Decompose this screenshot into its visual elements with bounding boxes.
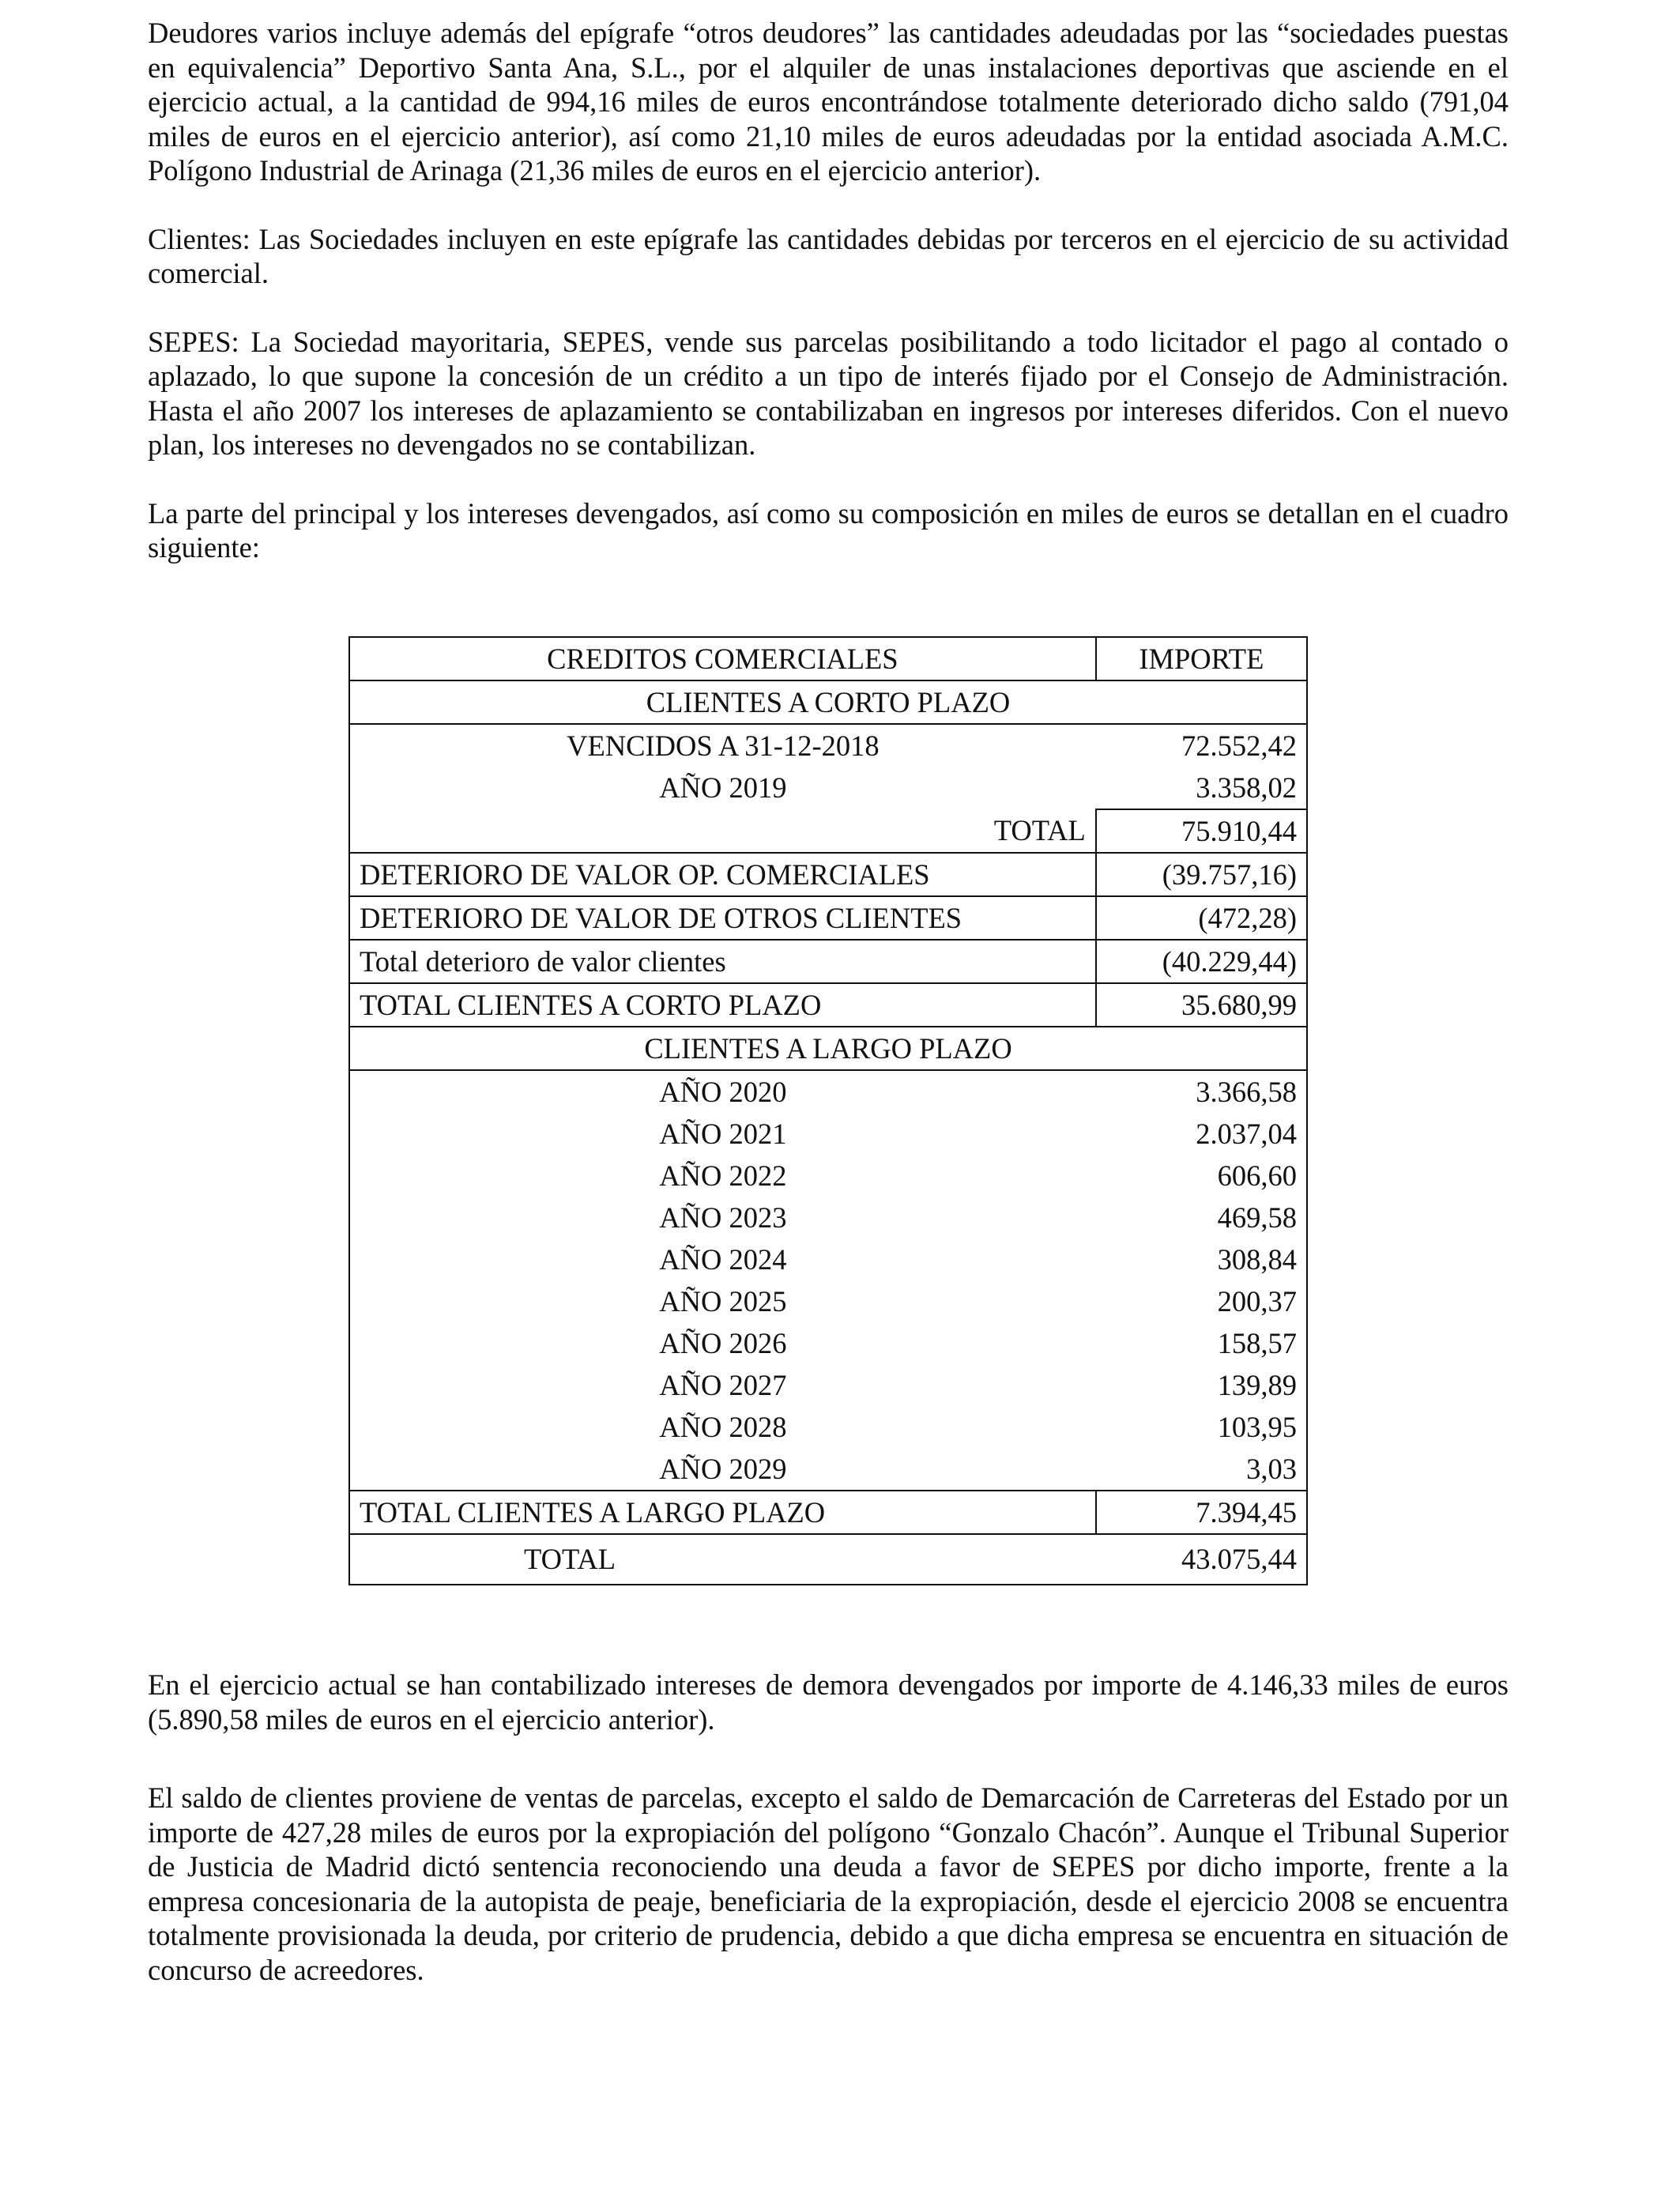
section-title-row	[349, 680, 1307, 724]
table-row	[349, 1406, 1307, 1448]
table-row	[349, 1364, 1307, 1406]
table	[348, 636, 1308, 1585]
table-row	[349, 1197, 1307, 1238]
row-value: 158,57	[1217, 1326, 1297, 1359]
creditos-comerciales-table	[348, 636, 1308, 1585]
section-short-term-title: CLIENTES A CORTO PLAZO	[349, 680, 1307, 724]
document-body-bottom	[148, 1668, 1509, 2022]
document-body	[148, 16, 1509, 599]
row-value: (39.757,16)	[1096, 853, 1307, 896]
table-row-subtotal	[349, 809, 1307, 853]
table-row	[349, 853, 1307, 896]
row-value: 3.358,02	[1196, 771, 1297, 804]
row-label: AÑO 2025	[659, 1284, 787, 1318]
grand-total-value: 43.075,44	[1181, 1543, 1297, 1575]
row-label: TOTAL CLIENTES A LARGO PLAZO	[349, 1491, 1096, 1534]
row-label: AÑO 2024	[659, 1242, 787, 1276]
row-value: 7.394,45	[1096, 1491, 1307, 1534]
table-row	[349, 1155, 1307, 1197]
row-value: 3,03	[1246, 1452, 1297, 1485]
row-value: 308,84	[1217, 1242, 1297, 1276]
subtotal-value: 75.910,44	[1096, 809, 1307, 853]
section-title-row	[349, 1027, 1307, 1070]
subtotal-label: TOTAL	[349, 809, 1096, 853]
table-row	[349, 940, 1307, 983]
row-value: (472,28)	[1096, 896, 1307, 940]
paragraph-intereses-demora: En el ejercicio actual se han contabilizado intereses de demora devengados por importe de 4.146,33 miles de euros (5.890,58 miles de euros en el ejercicio anterior).	[148, 1668, 1509, 1736]
paragraph-clientes: Clientes: Las Sociedades incluyen en este epígrafe las cantidades debidas por terceros en el ejercicio de su actividad comercial.	[148, 222, 1509, 289]
row-value: 606,60	[1217, 1159, 1297, 1192]
row-label: AÑO 2019	[659, 771, 787, 804]
table-row	[349, 1448, 1307, 1491]
row-label: AÑO 2023	[659, 1201, 787, 1234]
row-label: AÑO 2028	[659, 1410, 787, 1443]
section-long-term-title: CLIENTES A LARGO PLAZO	[349, 1027, 1307, 1070]
row-value: 2.037,04	[1196, 1117, 1297, 1150]
row-label: Total deterioro de valor clientes	[349, 940, 1096, 983]
row-label: TOTAL CLIENTES A CORTO PLAZO	[349, 983, 1096, 1027]
row-value: 72.552,42	[1096, 724, 1307, 767]
row-label: DETERIORO DE VALOR OP. COMERCIALES	[349, 853, 1096, 896]
header-col-creditos: CREDITOS COMERCIALES	[349, 637, 1096, 680]
row-value: 35.680,99	[1096, 983, 1307, 1027]
row-label: AÑO 2022	[659, 1159, 787, 1192]
table-row	[349, 896, 1307, 940]
table-row	[349, 983, 1307, 1027]
paragraph-sepes: SEPES: La Sociedad mayoritaria, SEPES, vende sus parcelas posibilitando a todo licitador el pago al contado o aplazado, lo que supone la concesión de un crédito a un tipo de interés fijado por el Consejo de Administración. Hasta el año 2007 los intereses de aplazamiento se contabilizaban en ingresos por intereses diferidos. Con el nuevo plan, los intereses no devengados no se contabilizan.	[148, 325, 1509, 461]
row-value: 200,37	[1217, 1284, 1297, 1318]
row-label: VENCIDOS A 31-12-2018	[349, 724, 1096, 767]
row-label: AÑO 2026	[659, 1326, 787, 1359]
table-row	[349, 1070, 1307, 1113]
table-header-row	[349, 637, 1307, 680]
row-label: AÑO 2021	[659, 1117, 787, 1150]
table-row	[349, 724, 1307, 767]
header-col-importe: IMPORTE	[1139, 642, 1264, 675]
table-row-long-term-total	[349, 1491, 1307, 1534]
paragraph-deudores: Deudores varios incluye además del epígrafe “otros deudores” las cantidades adeudadas por las “sociedades puestas en equivalencia” Deportivo Santa Ana, S.L., por el alquiler de unas instalaciones deportivas que asciende en el ejercicio actual, a la cantidad de 994,16 miles de euros encontrándose totalmente deteriorado dicho saldo (791,04 miles de euros en el ejercicio anterior), así como 21,10 miles de euros adeudadas por la entidad asociada A.M.C. Polígono Industrial de Arinaga (21,36 miles de euros en el ejercicio anterior).	[148, 17, 1509, 187]
row-value: 103,95	[1217, 1410, 1297, 1443]
table-row	[349, 1280, 1307, 1322]
row-label: DETERIORO DE VALOR DE OTROS CLIENTES	[349, 896, 1096, 940]
table-row	[349, 1113, 1307, 1155]
paragraph-saldo-clientes: El saldo de clientes proviene de ventas de parcelas, excepto el saldo de Demarcación de Carreteras del Estado por un importe de 427,28 miles de euros por la expropiación del polígono “Gonzalo Chacón”. Aunque el Tribunal Superior de Justicia de Madrid dictó sentencia reconociendo una deuda a favor de SEPES por dicho importe, frente a la empresa concesionaria de la autopista de peaje, beneficiaria de la expropiación, desde el ejercicio 2008 se encuentra totalmente provisionada la deuda, por criterio de prudencia, debido a que dicha empresa se encuentra en situación de concurso de acreedores.	[148, 1781, 1509, 1986]
table-row-grand-total	[349, 1534, 1307, 1585]
row-value: (40.229,44)	[1096, 940, 1307, 983]
row-label: AÑO 2020	[349, 1070, 1096, 1113]
paragraph-table-intro: La parte del principal y los intereses devengados, así como su composición en miles de euros se detallan en el cuadro siguiente:	[148, 496, 1509, 564]
row-label: AÑO 2029	[659, 1452, 787, 1485]
table-row	[349, 1322, 1307, 1364]
row-value: 3.366,58	[1096, 1070, 1307, 1113]
row-label: AÑO 2027	[659, 1368, 787, 1401]
grand-total-label: TOTAL	[524, 1543, 616, 1575]
table-row	[349, 1238, 1307, 1280]
table-row	[349, 767, 1307, 809]
row-value: 469,58	[1217, 1201, 1297, 1234]
row-value: 139,89	[1217, 1368, 1297, 1401]
